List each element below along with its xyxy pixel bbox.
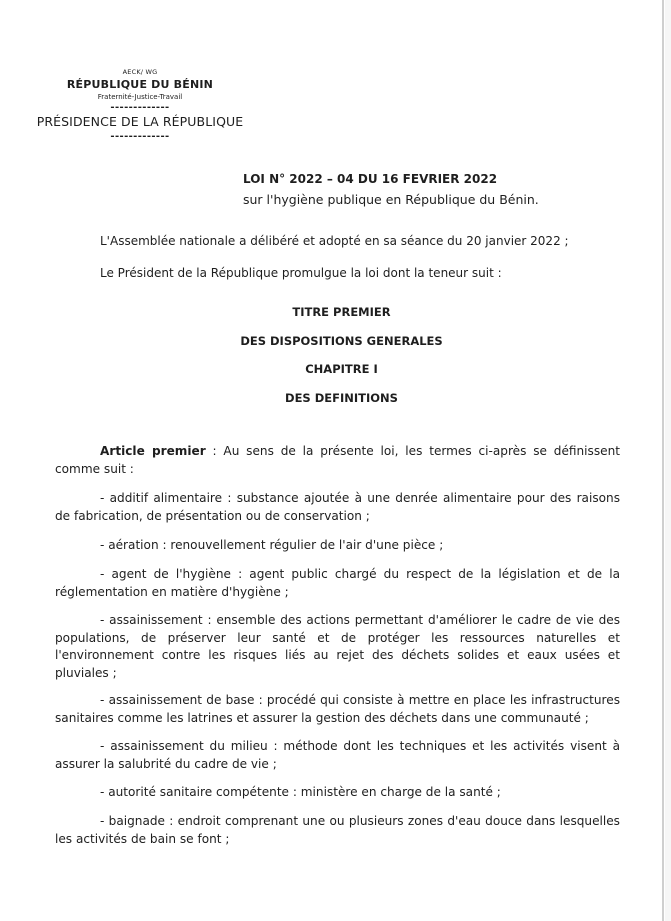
definition-text: - assainissement de base : procédé qui consiste à mettre en place les infrastructures sanitaires comme les latrines et assurer la gestion des déchets dans une communauté ; — [55, 693, 620, 725]
definition-text: - assainissement du milieu : méthode dont les techniques et les activités visent à assurer la salubrité du cadre de vie ; — [55, 739, 620, 771]
article-intro-text: : Au sens de la présente loi, les termes ci-après se définissent comme suit : — [55, 444, 620, 476]
definition-item — [55, 784, 620, 802]
definition-text: - baignade : endroit comprenant une ou plusieurs zones d'eau douce dans lesquelles les activités de bain se font ; — [55, 814, 620, 846]
page-edge — [662, 0, 664, 921]
definition-text: - assainissement : ensemble des actions permettant d'améliorer le cadre de vie des populations, de préserver leur santé et de protéger les ressources naturelles et l'environnement contre les risques liés au rejet des déchets solides et eaux usées et pluviales ; — [55, 613, 620, 680]
document-header — [20, 68, 260, 142]
definition-text: - aération : renouvellement régulier de l'air d'une pièce ; — [100, 538, 444, 552]
chapter-heading: CHAPITRE I — [305, 362, 378, 376]
definition-item — [55, 813, 620, 848]
reference-code: AECK/ WG — [122, 68, 158, 76]
chapter-name: DES DEFINITIONS — [285, 391, 398, 405]
definition-item — [55, 537, 620, 555]
definition-text: - additif alimentaire : substance ajoutée à une denrée alimentaire pour des raisons de fabrication, de présentation ou de conservation ; — [55, 491, 620, 523]
national-motto: Fraternité-Justice-Travail — [97, 93, 183, 101]
law-subtitle: sur l'hygiène publique en République du Bénin. — [243, 192, 539, 207]
preamble-assembly: L'Assemblée nationale a délibéré et adopté en sa séance du 20 janvier 2022 ; — [100, 234, 569, 248]
definition-text: - agent de l'hygiène : agent public chargé du respect de la législation et de la réglementation en matière d'hygiène ; — [55, 567, 620, 599]
separator: ------------- — [110, 102, 170, 113]
separator: ------------- — [110, 131, 170, 142]
law-title: LOI N° 2022 – 04 DU 16 FEVRIER 2022 — [243, 172, 498, 186]
page-margin — [665, 0, 671, 921]
definition-item — [55, 738, 620, 773]
institution-name: PRÉSIDENCE DE LA RÉPUBLIQUE — [36, 114, 244, 129]
title-name: DES DISPOSITIONS GENERALES — [240, 334, 443, 348]
country-name: RÉPUBLIQUE DU BÉNIN — [66, 78, 214, 91]
definition-text: - autorité sanitaire compétente : ministère en charge de la santé ; — [100, 785, 501, 799]
definition-item — [55, 692, 620, 727]
preamble-president: Le Président de la République promulgue la loi dont la teneur suit : — [100, 266, 502, 280]
title-heading: TITRE PREMIER — [292, 305, 391, 319]
definition-item — [55, 490, 620, 525]
definition-item — [55, 612, 620, 682]
definition-item — [55, 566, 620, 601]
article-intro — [55, 443, 620, 478]
article-label: Article premier — [100, 444, 206, 458]
